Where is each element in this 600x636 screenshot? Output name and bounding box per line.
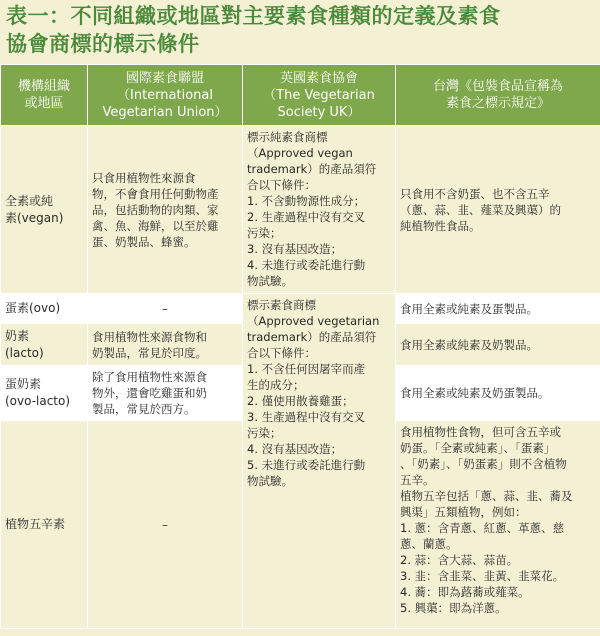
text-line: 、「奶素」、「奶蛋素」則不含植物	[400, 457, 567, 471]
text-line: 物外，還會吃雞蛋和奶	[92, 386, 207, 400]
text-line: 奶蛋。「全素或純素」、「蛋素」	[400, 441, 556, 455]
text-line: 2. 僅使用散養雞蛋；	[247, 394, 354, 408]
text-line: 食用植物性食物，但可含五辛或	[400, 425, 561, 439]
text-line: 生的成分；	[247, 378, 305, 392]
header-row	[1, 65, 600, 126]
text-line: （The Vegetarian	[263, 87, 375, 103]
ivu-lacto	[88, 324, 243, 366]
text-line: 食用植物性來源食物和	[92, 329, 207, 344]
header-uk	[243, 65, 396, 126]
text-line: 五辛。	[400, 473, 435, 487]
text-line: 只食用植物性來源食	[92, 170, 196, 185]
text-line: 2. 蒜：含大蒜、蒜苗。	[400, 553, 519, 567]
text-line: 4. 蕎：即為蕗蕎或薤菜。	[400, 585, 530, 599]
ivu-five-pungent: –	[88, 421, 243, 629]
text-line: 植物五辛素	[5, 517, 66, 531]
text-line: 蛋素(ovo)	[5, 301, 61, 315]
text-line: 4. 未進行或委託進行動	[247, 258, 366, 272]
text-line: 污染；	[247, 426, 282, 440]
text-line: 只食用不含奶蛋、也不含五辛	[400, 186, 550, 201]
text-line: 3. 沒有基因改造；	[247, 242, 343, 256]
text-line: 奶素	[5, 328, 30, 343]
text-line: 食用全素或純素及奶蛋製品。	[400, 386, 550, 400]
text-line: 5. 未進行或委託進行動	[247, 458, 366, 472]
text-line: Vegetarian Union）	[102, 104, 228, 120]
text-line: 污染；	[247, 226, 282, 240]
text-line: （Approved vegan	[247, 146, 353, 160]
text-line: 國際素食聯盟	[125, 70, 204, 86]
text-line: 1. 蔥：含青蔥、紅蔥、革蔥、慈	[400, 521, 565, 535]
header-ivu	[88, 65, 243, 126]
text-line: 標示純素食商標	[247, 130, 328, 144]
text-line: 全素或純	[5, 193, 54, 208]
text-line: （蔥、蒜、韭、薤菜及興蕖）的	[400, 202, 561, 217]
text-line: Society UK）	[277, 104, 361, 120]
ivu-ovo: –	[88, 294, 243, 324]
text-line: 食用全素或純素及奶製品。	[400, 337, 538, 352]
table-title	[6, 2, 596, 58]
text-line: 製品，常見於西方。	[92, 402, 196, 416]
text-line: 4. 沒有基因改造；	[247, 442, 343, 456]
text-line: 或地區	[24, 96, 64, 111]
text-line: trademark）的產品須符	[247, 330, 377, 344]
ivu-vegan	[88, 126, 243, 294]
text-line: 植物五辛包括「蔥、蒜、韭、蕎及	[400, 489, 573, 503]
text-line: 5. 興蕖：即為洋蔥。	[400, 601, 507, 615]
row-ovo	[1, 294, 600, 324]
header-taiwan	[396, 65, 600, 126]
row-vegan	[1, 126, 600, 294]
text-line: 2. 生產過程中沒有交叉	[247, 210, 366, 224]
category-lacto	[1, 324, 88, 366]
text-line: 興渠」五類植物，例如：	[400, 505, 527, 519]
title-line-1: 表一：不同組織或地區對主要素食種類的定義及素食	[6, 4, 501, 28]
tw-five-pungent	[396, 421, 600, 629]
text-line: (lacto)	[5, 345, 44, 360]
tw-ovo-lacto	[396, 366, 600, 421]
text-line: 台灣《包裝食品宣稱為	[432, 79, 563, 94]
text-line: 3. 韭：含韭菜、韭黃、韭菜花。	[400, 569, 565, 583]
category-five-pungent	[1, 421, 88, 629]
uk-vegetarian	[243, 294, 396, 629]
tw-lacto	[396, 324, 600, 366]
text-line: 英國素食協會	[279, 70, 358, 86]
title-line-2: 協會商標的標示條件	[6, 32, 200, 56]
category-ovo-lacto	[1, 366, 88, 421]
text-line: 合以下條件：	[247, 178, 316, 192]
category-ovo	[1, 294, 88, 324]
text-line: 蛋奶素	[5, 377, 42, 391]
text-line: 機構組織	[17, 79, 70, 94]
text-line: 奶製品，常見於印度。	[92, 345, 207, 360]
text-line: 純植物性食品。	[400, 218, 481, 233]
text-line: 物試驗。	[247, 274, 293, 288]
text-line: （International	[117, 87, 213, 103]
vegetarian-definition-table	[0, 64, 600, 629]
text-line: 3. 生產過程中沒有交叉	[247, 410, 366, 424]
text-line: trademark）的產品須符	[247, 162, 377, 176]
text-line: 禽、魚、海鮮，以至於雞	[92, 218, 219, 233]
text-line: 素(vegan)	[5, 210, 64, 225]
text-line: （Approved vegetarian	[247, 314, 380, 328]
text-line: 食用全素或純素及蛋製品。	[400, 301, 538, 316]
header-organization	[1, 65, 88, 126]
text-line: 素食之標示規定》	[445, 96, 550, 111]
category-vegan	[1, 126, 88, 294]
text-line: (ovo-lacto)	[5, 394, 71, 408]
tw-ovo	[396, 294, 600, 324]
text-line: 除了食用植物性來源食	[92, 370, 207, 384]
text-line: 1. 不含任何因屠宰而產	[247, 362, 366, 376]
text-line: 標示素食商標	[247, 298, 316, 312]
text-line: 物試驗。	[247, 474, 293, 488]
ivu-ovo-lacto	[88, 366, 243, 421]
text-line: 蛋、奶製品、蜂蜜。	[92, 234, 196, 249]
text-line: 物，不會食用任何動物產	[92, 186, 219, 201]
text-line: 合以下條件：	[247, 346, 316, 360]
text-line: 品，包括動物的肉類、家	[92, 202, 219, 217]
text-line: 蔥、蘭蔥。	[400, 537, 458, 551]
tw-vegan	[396, 126, 600, 294]
uk-vegan	[243, 126, 396, 294]
text-line: 1. 不含動物源性成分；	[247, 194, 366, 208]
